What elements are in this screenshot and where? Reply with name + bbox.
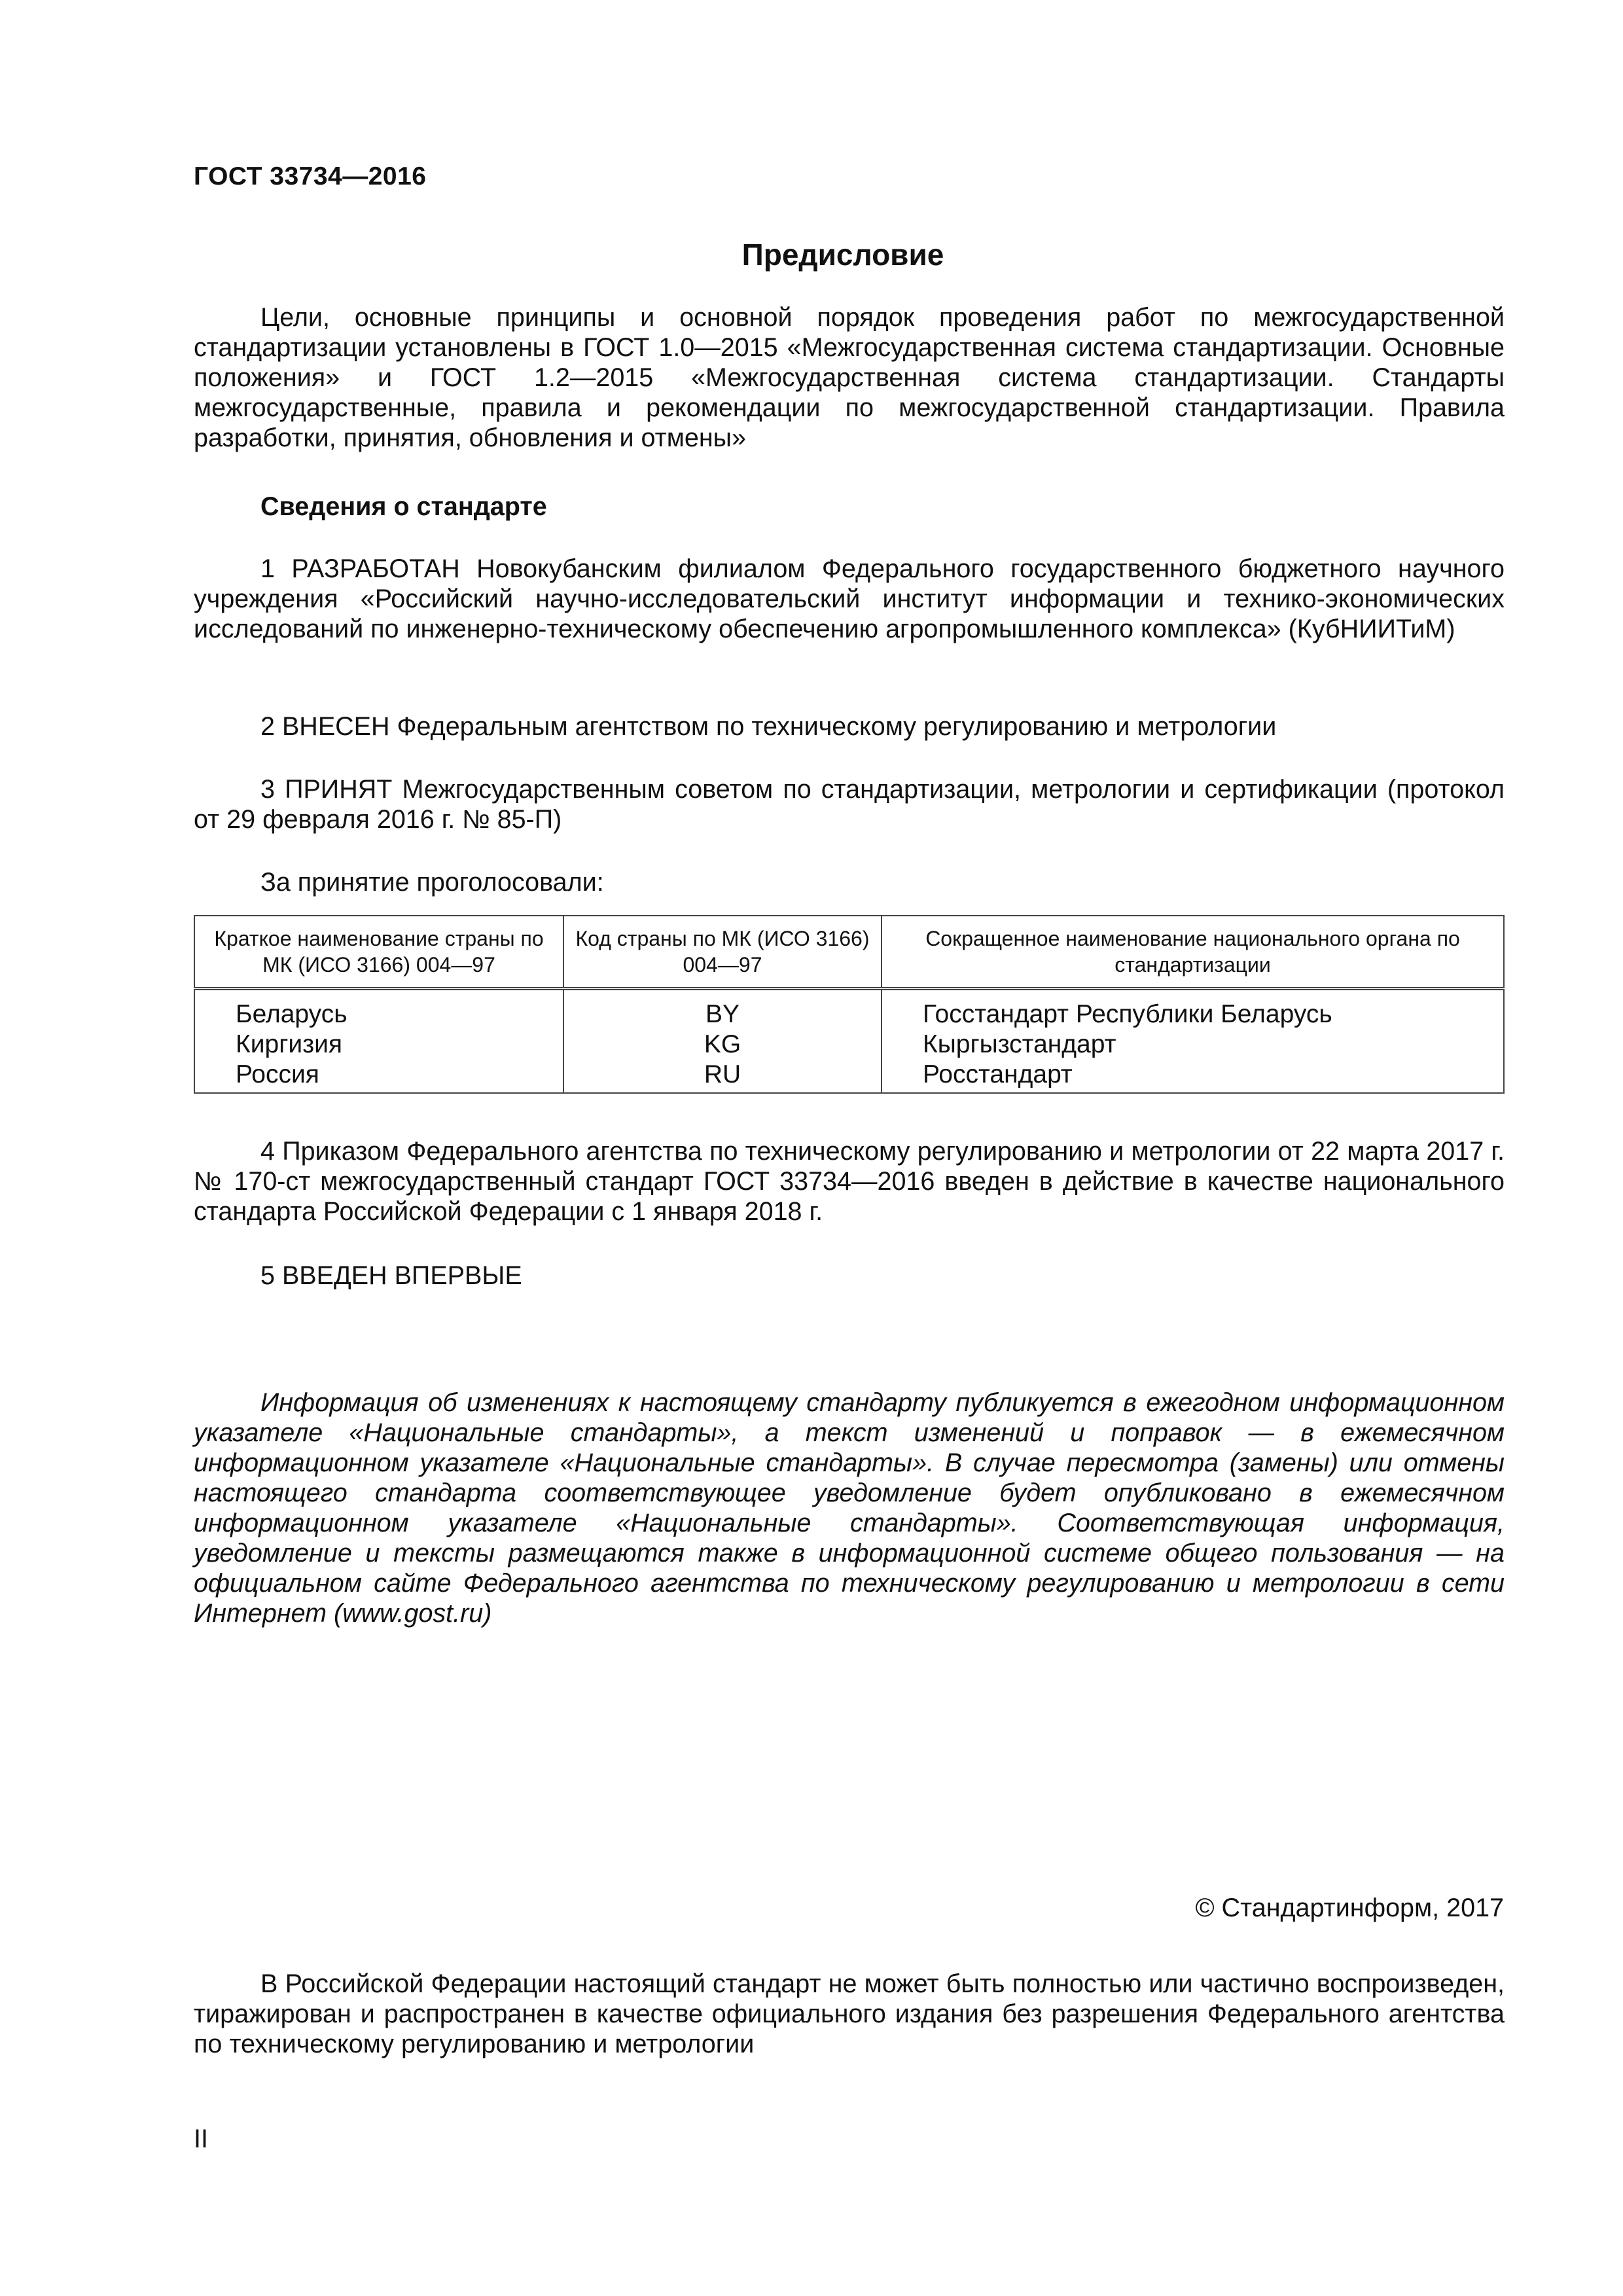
table-cell-body: Кыргызстандарт — [882, 1030, 1504, 1060]
changes-notice-paragraph: Информация об изменениях к настоящему стандарту публикуется в ежегодном информационном указателе «Национальные стандарты», а текст изменений и поправок — в ежемесячном информационном указателе «Национальные стандарты». В случае пересмотра (замены) или отмены настоящего стандарта соответствующее уведомление будет опубликовано в ежемесячном информационном указателе «Национальные стандарты». Соответствующая информация, уведомление и тексты размещаются также в информационной системе общего пользования — на официальном сайте Федерального агентства по техническому регулированию и метрологии в сети Интернет (www.gost.ru) — [194, 1388, 1505, 1628]
table-cell-country: Россия — [194, 1060, 563, 1093]
intro-paragraph: Цели, основные принципы и основной порядок проведения работ по межгосударственной стандартизации установлены в ГОСТ 1.0—2015 «Межгосударственная система стандартизации. Основные положения» и ГОСТ 1.2—2015 «Межгосударственная система стандартизации. Стандарты межгосударственные, правила и рекомендации по межгосударственной стандартизации. Правила разработки, принятия, обновления и отмены» — [194, 303, 1505, 452]
column-header-national-body: Сокращенное наименование национального органа по стандартизации — [882, 916, 1504, 989]
table-row — [194, 989, 1504, 1030]
page-title: Предисловие — [741, 238, 944, 272]
section-heading-standard-info: Сведения о стандарте — [260, 492, 547, 521]
table-cell-country: Киргизия — [194, 1030, 563, 1060]
table-cell-code: BY — [563, 989, 882, 1030]
item-enacted: 4 Приказом Федерального агентства по техническому регулированию и метрологии от 22 марта 2017 г. № 170-ст межгосударственный стандарт ГОСТ 33734—2016 введен в действие в качестве национального стандарта Российской Федерации с 1 января 2018 г. — [194, 1137, 1505, 1226]
table-cell-code: KG — [563, 1030, 882, 1060]
item-first-introduced: 5 ВВЕДЕН ВПЕРВЫЕ — [260, 1261, 522, 1290]
item-developed: 1 РАЗРАБОТАН Новокубанским филиалом Федерального государственного бюджетного научного учреждения «Российский научно-исследовательский институт информации и технико-экономических исследований по инженерно-техническому обеспечению агропромышленного комплекса» (КубНИИТиМ) — [194, 554, 1505, 643]
table-cell-code: RU — [563, 1060, 882, 1093]
page-number: II — [194, 2125, 208, 2153]
table-row — [194, 1030, 1504, 1060]
item-adopted: 3 ПРИНЯТ Межгосударственным советом по стандартизации, метрологии и сертификации (протокол от 29 февраля 2016 г. № 85-П) — [194, 775, 1505, 834]
item-submitted: 2 ВНЕСЕН Федеральным агентством по техническому регулированию и метрологии — [260, 712, 1277, 741]
copyright-line: © Стандартинформ, 2017 — [1195, 1893, 1504, 1922]
voting-countries-table — [194, 915, 1505, 1094]
table-row — [194, 1060, 1504, 1093]
table-cell-body: Росстандарт — [882, 1060, 1504, 1093]
table-cell-body: Госстандарт Республики Беларусь — [882, 989, 1504, 1030]
rights-paragraph: В Российской Федерации настоящий стандарт не может быть полностью или частично воспроизведен, тиражирован и распространен в качестве официального издания без разрешения Федерального агентства по техническому регулированию и метрологии — [194, 1969, 1505, 2058]
column-header-country-name: Краткое наименование страны по МК (ИСО 3166) 004—97 — [194, 916, 563, 989]
table-header-row — [194, 916, 1504, 989]
voted-label: За принятие проголосовали: — [260, 868, 604, 897]
table-cell-country: Беларусь — [194, 989, 563, 1030]
document-code: ГОСТ 33734—2016 — [194, 162, 427, 190]
column-header-country-code: Код страны по МК (ИСО 3166) 004—97 — [563, 916, 882, 989]
